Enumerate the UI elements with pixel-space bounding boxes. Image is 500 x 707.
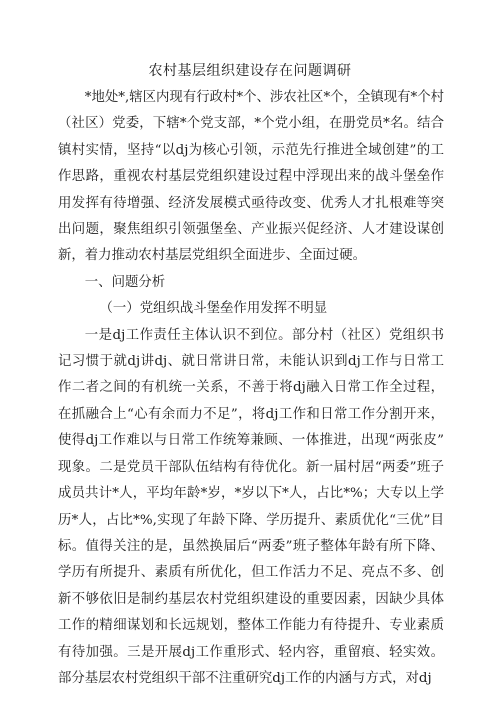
intro-paragraph: *地处*,辖区内现有行政村*个、涉农社区*个，全镇现有*个村（社区）党委，下辖*个党支部，*个党小组，在册党员*名。结合镇村实情，坚持“以dj为核心引领，示范先行推进全域创建”的工作思路，重视农村基层党组织建设过程中浮现出来的战斗堡垒作用发挥有待增强、经济发展模式亟待改变、优秀人才扎根难等突出问题，聚焦组织引领强堡垒、产业振兴促经济、人才建设谋创新，着力推动农村基层党组织全面进步、全面过硬。 [58, 90, 444, 264]
section-heading: 一、问题分析 [84, 274, 166, 290]
body-paragraph: 一是dj工作责任主体认识不到位。部分村（社区）党组织书记习惯于就dj讲dj、就日常讲日常，未能认识到dj工作与日常工作二者之间的有机统一关系，不善于将dj融入日常工作全过程，在抓融合上“心有余而力不足”，将dj工作和日常工作分割开来，使得dj工作难以与日常工作统筹兼顾、一体推进，出现“两张皮”现象。二是党员干部队伍结构有待优化。新一届村居“两委”班子成员共计*人，平均年龄*岁，*岁以下*人，占比*%；大专以上学历*人，占比*%,实现了年龄下降、学历提升、素质优化“三优”目标。值得关注的是，虽然换届后“两委”班子整体年龄有所下降、学历有所提升、素质有所优化，但工作活力不足、亮点不多、创新不够依旧是制约基层农村党组织建设的重要因素，因缺少具体工作的精细谋划和长远规划，整体工作能力有待提升、专业素质有待加强。三是开展dj工作重形式、轻内容，重留痕、轻实效。部分基层农村党组织干部不注重研究dj工作的内涵与方式，对dj [58, 327, 444, 686]
document-title: 农村基层组织建设存在问题调研 [148, 63, 352, 79]
subsection-heading: （一）党组织战斗堡垒作用发挥不明显 [99, 301, 328, 317]
document-body [58, 85, 444, 692]
